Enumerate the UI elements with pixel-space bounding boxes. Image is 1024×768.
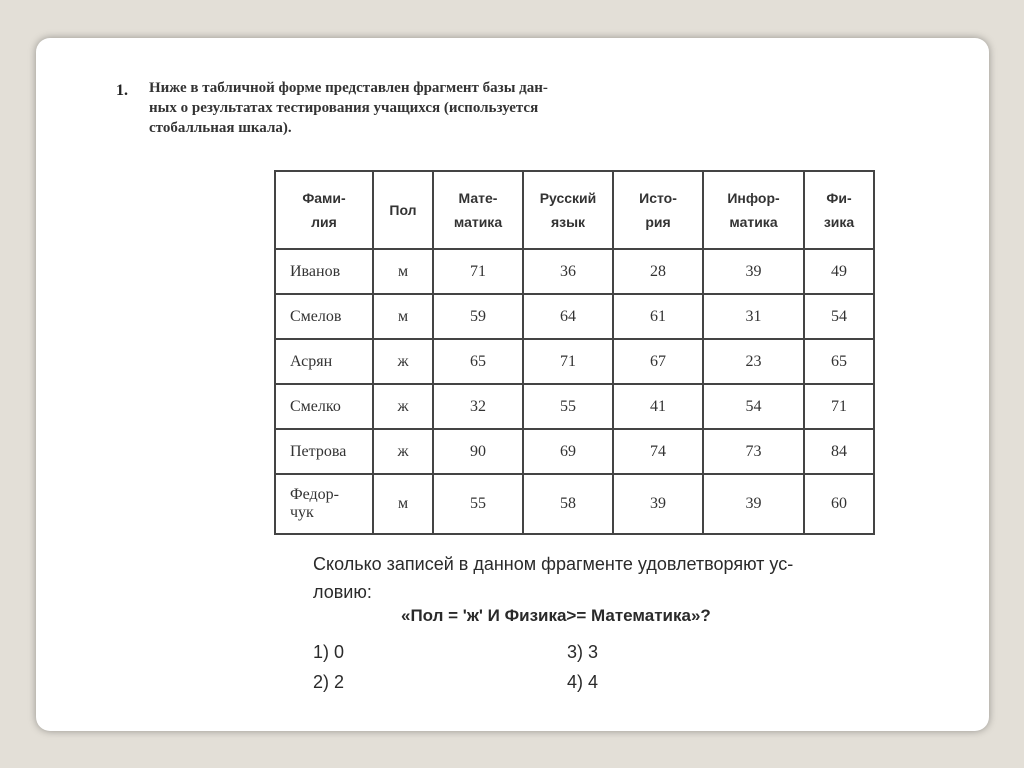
- table-row: [275, 339, 874, 384]
- problem-text-line: Ниже в табличной форме представлен фрагмент базы дан-: [149, 80, 548, 96]
- slide: [36, 38, 989, 731]
- cell-history: 67: [613, 339, 703, 384]
- cell-informatics: 39: [703, 474, 804, 534]
- cell-history: 28: [613, 249, 703, 294]
- cell-history: 74: [613, 429, 703, 474]
- cell-physics: 54: [804, 294, 874, 339]
- header-gender: Пол: [373, 171, 433, 249]
- header-physics: Фи- зика: [804, 171, 874, 249]
- answer-option-3: 3) 3: [567, 642, 599, 662]
- query-condition: «Пол = 'ж' И Физика>= Математика»?: [401, 606, 711, 625]
- header-math: Мате- матика: [433, 171, 523, 249]
- cell-math: 32: [433, 384, 523, 429]
- header-history: Исто- рия: [613, 171, 703, 249]
- cell-math: 55: [433, 474, 523, 534]
- cell-informatics: 54: [703, 384, 804, 429]
- answer-option-4: 4) 4: [567, 672, 599, 692]
- cell-physics: 65: [804, 339, 874, 384]
- problem-text-line: стобалльная шкала).: [149, 120, 292, 136]
- question-text: [313, 550, 893, 606]
- table-row: [275, 294, 874, 339]
- cell-gender: ж: [373, 339, 433, 384]
- header-surname: Фами- лия: [275, 171, 373, 249]
- question-line: Сколько записей в данном фрагменте удовлетворяют ус-: [313, 554, 794, 574]
- cell-russian: 64: [523, 294, 613, 339]
- cell-russian: 36: [523, 249, 613, 294]
- header-russian: Русский язык: [523, 171, 613, 249]
- question-line: ловию:: [313, 582, 372, 602]
- cell-gender: м: [373, 249, 433, 294]
- cell-math: 59: [433, 294, 523, 339]
- header-informatics: Инфор- матика: [703, 171, 804, 249]
- table-header-row: [275, 171, 874, 249]
- cell-russian: 55: [523, 384, 613, 429]
- cell-history: 61: [613, 294, 703, 339]
- cell-surname: Иванов: [275, 249, 373, 294]
- answer-option-2: 2) 2: [313, 672, 345, 692]
- cell-math: 90: [433, 429, 523, 474]
- cell-russian: 69: [523, 429, 613, 474]
- cell-surname: Смелов: [275, 294, 373, 339]
- cell-gender: м: [373, 474, 433, 534]
- cell-russian: 58: [523, 474, 613, 534]
- answer-option-1: 1) 0: [313, 642, 345, 662]
- cell-informatics: 23: [703, 339, 804, 384]
- table-row: [275, 249, 874, 294]
- cell-informatics: 73: [703, 429, 804, 474]
- table-row: [275, 474, 874, 534]
- cell-surname: Смелко: [275, 384, 373, 429]
- cell-surname: Асрян: [275, 339, 373, 384]
- cell-gender: ж: [373, 429, 433, 474]
- cell-physics: 49: [804, 249, 874, 294]
- grades-table: [274, 170, 875, 535]
- cell-history: 41: [613, 384, 703, 429]
- table-row: [275, 429, 874, 474]
- cell-physics: 60: [804, 474, 874, 534]
- cell-informatics: 39: [703, 249, 804, 294]
- cell-surname: Петрова: [275, 429, 373, 474]
- cell-math: 71: [433, 249, 523, 294]
- problem-text-line: ных о результатах тестирования учащихся (используется: [149, 100, 539, 116]
- cell-math: 65: [433, 339, 523, 384]
- table-row: [275, 384, 874, 429]
- cell-informatics: 31: [703, 294, 804, 339]
- problem-text: [149, 78, 639, 138]
- cell-physics: 84: [804, 429, 874, 474]
- cell-gender: ж: [373, 384, 433, 429]
- cell-history: 39: [613, 474, 703, 534]
- problem-number: 1.: [116, 82, 128, 99]
- cell-gender: м: [373, 294, 433, 339]
- cell-surname: Федор- чук: [275, 474, 373, 534]
- cell-physics: 71: [804, 384, 874, 429]
- cell-russian: 71: [523, 339, 613, 384]
